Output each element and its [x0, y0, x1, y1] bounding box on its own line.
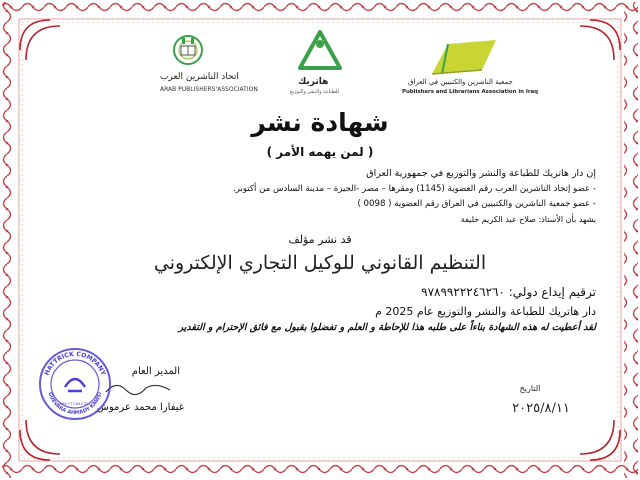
- iraq-publishers-caption-en: Publishers and Librarians Association in Iraq: [402, 89, 539, 95]
- hattrick-subcaption: للطباعة والنشر والتوزيع: [290, 89, 340, 95]
- hattrick-logo: [296, 28, 344, 76]
- publisher-line: دار هاتريك للطباعة والنشر والتوزيع عام 2025 م: [375, 305, 596, 318]
- arab-publishers-caption-ar: اتحاد الناشرين العرب: [160, 72, 239, 82]
- company-stamp: [38, 347, 112, 421]
- manager-role: المدير العام: [131, 366, 180, 377]
- stamp-phone: +964 773 843 3417: [56, 402, 94, 406]
- author-label: قد نشر مؤلف: [288, 233, 352, 246]
- manager-name: غيفارا محمد عرموش: [96, 402, 184, 413]
- membership-line-2: - عضو جمعية الناشرين والكتبيين في العراق رقم العضوية ( 0098 ): [357, 199, 596, 209]
- hattrick-caption: هاتريك: [298, 77, 329, 87]
- isbn-line: ترقيم إيداع دولي: ٩٧٨٩٩٢٢٢٤٦٢٦٠: [421, 285, 596, 299]
- date-value: ٢٠٢٥/٨/١١: [512, 401, 570, 416]
- iraq-publishers-caption-ar: جمعية الناشرين والكتبيين في العراق: [408, 78, 513, 86]
- signature-scribble: [104, 378, 174, 398]
- intro-line: إن دار هاتريك للطباعة والنشر والتوزيع في جمهورية العراق: [366, 168, 596, 179]
- witness-line: يشهد بأن الأستاذ: صلاح عبد الكريم خليفة: [460, 215, 596, 224]
- arab-publishers-caption-en: ARAB PUBLISHERS'ASSOCIATION: [160, 86, 258, 93]
- iraq-publishers-logo: [428, 36, 500, 78]
- membership-line-1: - عضو إتحاد الناشرين العرب رقم العضوية (1145) ومقرها – مصر -الجيزة – مدينة السادس من أكتوبر.: [233, 184, 596, 194]
- stamp-bottom-text: GUEVARA AHMADY KAWSI: [46, 391, 104, 417]
- closing-line: لقد أعطيت له هذه الشهادة بناءاً على طلبه هذا للإحاطة و العلم و تفضلوا بقبول مع فائق الإحترام و التقدير: [178, 322, 596, 333]
- date-label: التاريخ: [519, 384, 541, 393]
- book-title: التنظيم القانوني للوكيل التجاري الإلكتروني: [153, 252, 487, 274]
- certificate-title: شهادة نشر: [251, 108, 389, 137]
- certificate-subtitle: ( لمن يهمه الأمر ): [266, 145, 374, 159]
- stamp-top-text: HATTRICK COMPANY: [43, 350, 107, 377]
